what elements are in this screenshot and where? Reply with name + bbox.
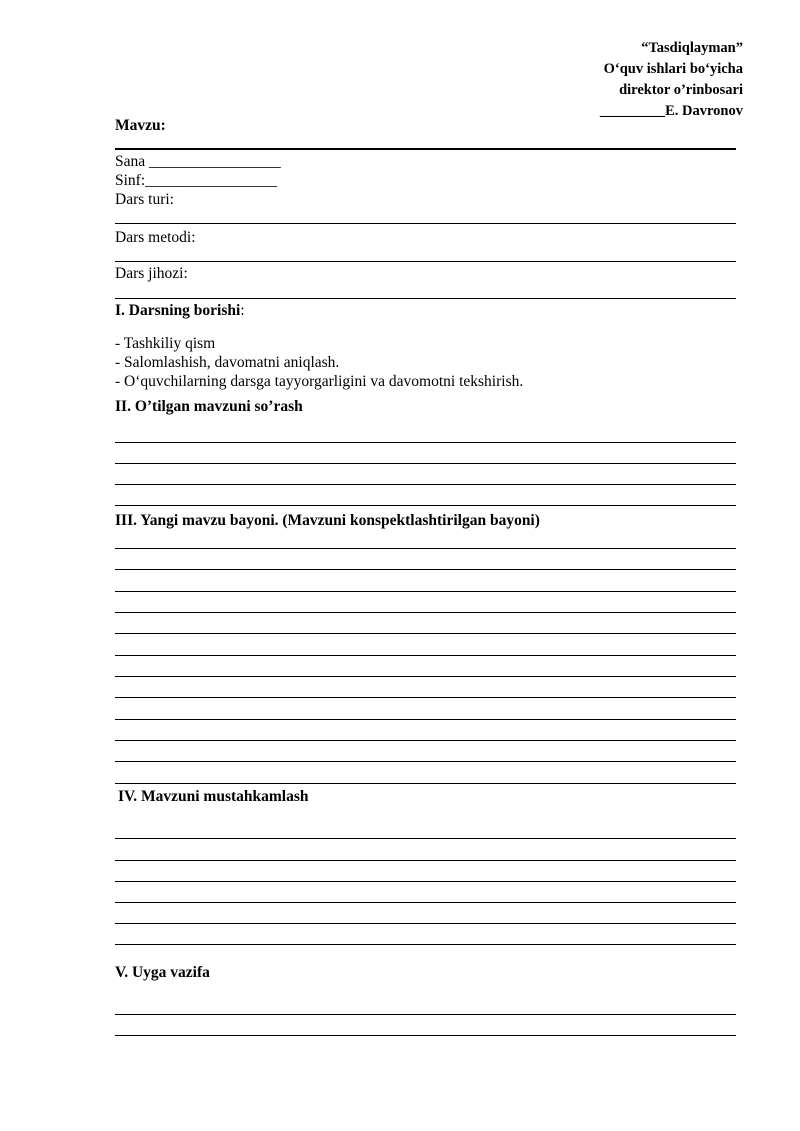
lesson-method-line	[115, 261, 736, 262]
approval-block	[600, 38, 743, 122]
approval-title: “Tasdiqlayman”	[641, 40, 743, 56]
approval-signature: _________E. Davronov	[599, 103, 743, 119]
lesson-equipment-line	[115, 298, 736, 299]
section1-heading-colon: :	[240, 302, 245, 319]
writing-line	[115, 783, 736, 784]
writing-line	[115, 1014, 736, 1015]
section1-list	[115, 334, 523, 391]
section2-heading: II. O’tilgan mavzuni so’rash	[115, 398, 303, 415]
writing-line	[115, 633, 736, 634]
approval-position-line2: direktor o’rinbosari	[619, 82, 743, 98]
section4-heading: IV. Mavzuni mustahkamlash	[118, 788, 309, 805]
writing-line	[115, 676, 736, 677]
list-item: - Salomlashish, davomatni aniqlash.	[115, 354, 340, 371]
list-item: - Tashkiliy qism	[115, 335, 216, 352]
writing-line	[115, 612, 736, 613]
writing-line	[115, 442, 736, 443]
writing-line	[115, 463, 736, 464]
writing-line	[115, 761, 736, 762]
section3-heading: III. Yangi mavzu bayoni. (Mavzuni konspektlashtirilgan bayoni)	[115, 512, 540, 529]
section1-heading-text: I. Darsning borishi	[115, 302, 241, 319]
writing-line	[115, 655, 736, 656]
writing-line	[115, 740, 736, 741]
writing-line	[115, 484, 736, 485]
writing-line	[115, 569, 736, 570]
writing-line	[115, 860, 736, 861]
writing-line	[115, 838, 736, 839]
section1-heading	[115, 302, 245, 320]
writing-line	[115, 1035, 736, 1036]
list-item: - O‘quvchilarning darsga tayyorgarligini va davomotni tekshirish.	[115, 373, 524, 390]
class-field: Sinf:_________________	[115, 172, 277, 189]
writing-line	[115, 923, 736, 924]
section5-heading: V. Uyga vazifa	[115, 964, 210, 981]
writing-line	[115, 719, 736, 720]
writing-line	[115, 591, 736, 592]
lesson-type-line	[115, 223, 736, 224]
topic-label: Mavzu:	[115, 117, 166, 134]
lesson-method-label: Dars metodi:	[115, 229, 196, 246]
writing-line	[115, 548, 736, 549]
writing-line	[115, 881, 736, 882]
writing-line	[115, 697, 736, 698]
writing-line	[115, 902, 736, 903]
topic-line	[115, 148, 736, 150]
date-field: Sana _________________	[115, 153, 281, 170]
writing-line	[115, 505, 736, 506]
lesson-type-label: Dars turi:	[115, 191, 174, 208]
writing-line	[115, 944, 736, 945]
approval-position-line1: O‘quv ishlari bo‘yicha	[603, 61, 743, 77]
lesson-equipment-label: Dars jihozi:	[115, 265, 188, 282]
